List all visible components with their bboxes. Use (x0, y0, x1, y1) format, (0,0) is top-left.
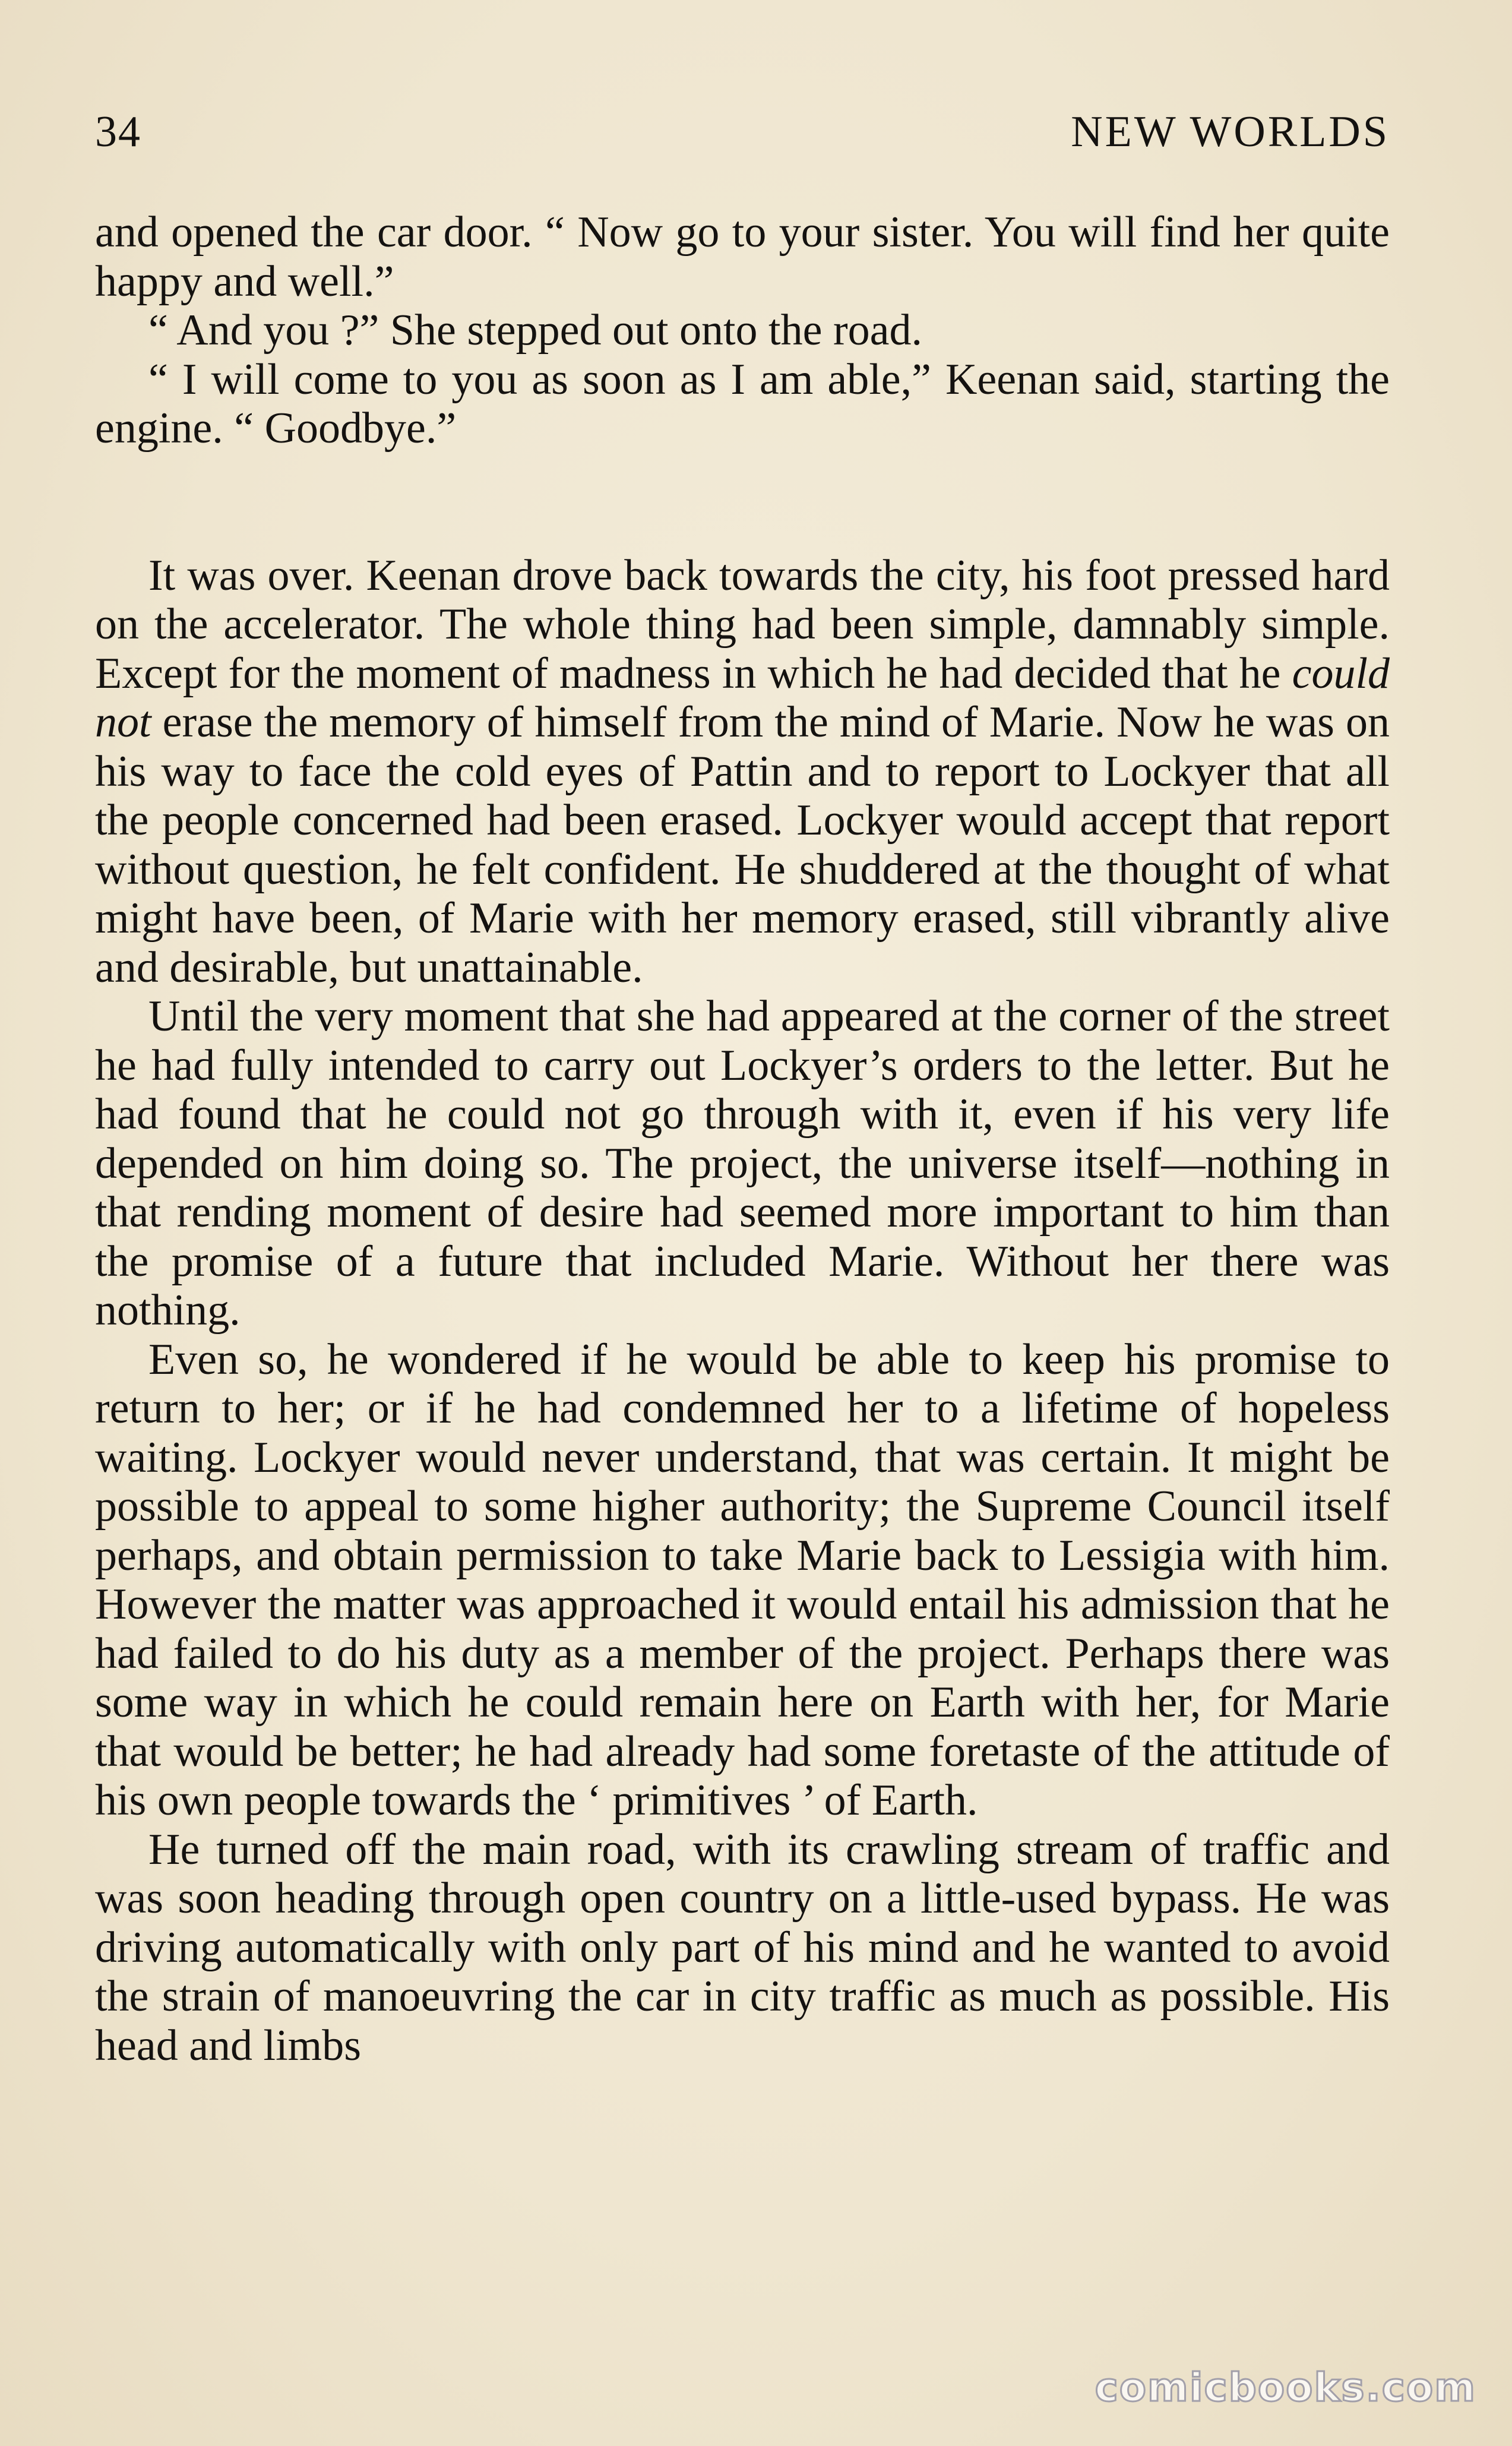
paragraph-7: He turned off the main road, with its crawling stream of traffic and was soon heading through open country on a little-used bypass. He was driving automatically with only part of his mind and he wanted to avoid the strain of manoeuvring the car in city traffic as much as possible. His head and limbs (95, 1825, 1390, 2070)
section-break (95, 453, 1390, 551)
paragraph-4-emphasis: could not (95, 649, 1390, 747)
paragraph-4 (95, 551, 1390, 993)
magazine-title: NEW WORLDS (1071, 108, 1390, 156)
paragraph-4-text-after: erase the memory of himself from the mind of Marie. Now he was on his way to face the cold eyes of Pattin and to report to Lockyer that all the people concerned had been erased. Lockyer would accept that report without question, he felt confident. He shuddered at the thought of what might have been, of Marie with her memory erased, still vibrantly alive and desirable, but unattainable. (95, 698, 1390, 992)
running-head (95, 107, 1390, 166)
page-number: 34 (95, 108, 141, 156)
paragraph-2: “ And you ?” She stepped out onto the road. (148, 306, 922, 355)
watermark-logo: comicbooks.com (1095, 2365, 1476, 2410)
paragraph-5: Until the very moment that she had appeared at the corner of the street he had fully intended to carry out Lockyer’s orders to the letter. But he had found that he could not go through with it, even if his very life depended on him doing so. The project, the universe itself—nothing in that rending moment of desire had seemed more important to him than the promise of a future that included Marie. Without her there was nothing. (95, 992, 1390, 1335)
body-text (95, 208, 1390, 2070)
paragraph-4-text-before: It was over. Keenan drove back towards the city, his foot pressed hard on the accelerator. The whole thing had been simple, damnably simple. Except for the moment of madness in which he had decided that he (95, 551, 1390, 698)
paragraph-3: “ I will come to you as soon as I am able,” Keenan said, starting the engine. “ Goodbye.” (95, 355, 1390, 453)
paragraph-1: and opened the car door. “ Now go to your sister. You will find her quite happy and well.” (95, 208, 1390, 306)
paragraph-6: Even so, he wondered if he would be able to keep his promise to return to her; or if he had condemned her to a lifetime of hopeless waiting. Lockyer would never understand, that was certain. It might be possible to appeal to some higher authority; the Supreme Council itself perhaps, and obtain permission to take Marie back to Lessigia with him. However the matter was approached it would entail his admission that he had failed to do his duty as a member of the project. Perhaps there was some way in which he could remain here on Earth with her, for Marie that would be better; he had already had some foretaste of the attitude of his own people towards the ‘ primitives ’ of Earth. (95, 1335, 1390, 1825)
